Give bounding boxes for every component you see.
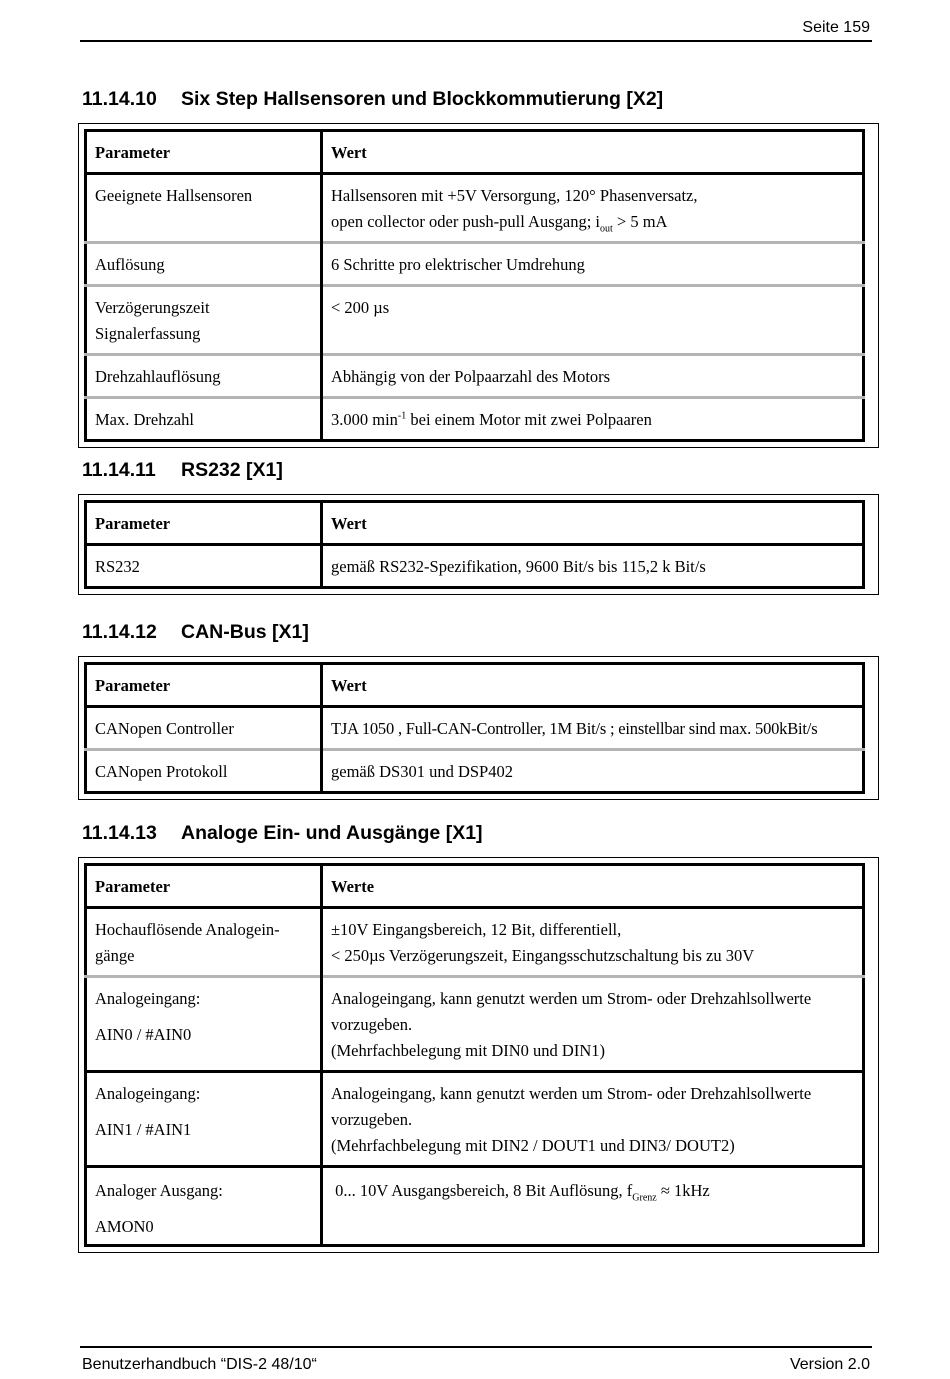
param-line: Hochauflösende Analogein-	[95, 920, 280, 939]
table-canbus-frame	[78, 656, 879, 800]
value-line: ±10V Eingangsbereich, 12 Bit, differentiell,	[331, 920, 622, 939]
table-analog-frame	[78, 857, 879, 1253]
param-cell	[86, 286, 322, 355]
param-cell: Drehzahlauflösung	[86, 355, 322, 398]
section-title-hallsensoren	[82, 88, 663, 111]
subscript: Grenz	[632, 1192, 657, 1204]
param-cell: CANopen Controller	[95, 719, 234, 738]
value-line: vorzugeben.	[331, 1015, 413, 1034]
column-header-parameter: Parameter	[86, 502, 322, 545]
table-hallsensoren	[84, 129, 865, 442]
column-header-wert: Wert	[322, 131, 864, 174]
column-header-wert: Wert	[322, 502, 864, 545]
value-text: 3.000 min	[331, 410, 398, 429]
param-line: AIN1 / #AIN1	[95, 1120, 192, 1139]
section-number: 11.14.12	[82, 621, 157, 643]
column-header-parameter: Parameter	[86, 131, 322, 174]
table-row	[86, 707, 864, 750]
param-cell	[86, 1072, 322, 1167]
page-number: Seite 159	[802, 19, 870, 36]
section-title-text: RS232 [X1]	[181, 459, 283, 481]
value-cell	[322, 398, 864, 441]
value-line: Analogeingang, kann genutzt werden um Strom- oder Drehzahlsollwerte	[331, 1084, 812, 1103]
value-line: (Mehrfachbelegung mit DIN2 / DOUT1 und DIN3/ DOUT2)	[331, 1136, 735, 1155]
value-cell	[322, 1167, 864, 1246]
subscript: out	[600, 223, 613, 235]
value-cell: gemäß RS232-Spezifikation, 9600 Bit/s bis 115,2 k Bit/s	[322, 545, 864, 588]
table-row	[86, 750, 864, 793]
section-number: 11.14.10	[82, 88, 157, 110]
table-header-row	[86, 664, 864, 707]
value-text: ≈ 1kHz	[656, 1181, 710, 1200]
section-title-rs232	[82, 459, 283, 482]
section-title-text: CAN-Bus [X1]	[181, 621, 309, 643]
value-text: 0... 10V Ausgangsbereich, 8 Bit Auflösung, f	[331, 1181, 633, 1200]
value-cell: 6 Schritte pro elektrischer Umdrehung	[322, 243, 864, 286]
param-line: gänge	[95, 946, 135, 965]
param-cell: Auflösung	[86, 243, 322, 286]
param-line: Analogeingang:	[95, 989, 201, 1008]
value-cell: < 200 µs	[322, 286, 864, 355]
param-cell: Geeignete Hallsensoren	[95, 186, 253, 205]
table-row	[86, 398, 864, 441]
column-header-parameter: Parameter	[86, 664, 322, 707]
value-line: < 250µs Verzögerungszeit, Eingangsschutzschaltung bis zu 30V	[331, 946, 755, 965]
param-line: AMON0	[95, 1217, 154, 1236]
param-cell: RS232	[95, 557, 140, 576]
value-cell	[322, 1072, 864, 1167]
param-line: Analoger Ausgang:	[95, 1181, 223, 1200]
table-header-row	[86, 131, 864, 174]
param-cell	[86, 977, 322, 1072]
table-canbus	[84, 662, 865, 794]
param-line: Verzögerungszeit	[95, 298, 210, 317]
value-line: Hallsensoren mit +5V Versorgung, 120° Phasenversatz,	[331, 186, 698, 205]
value-cell	[322, 174, 864, 243]
table-rs232-frame	[78, 494, 879, 595]
table-row	[86, 1072, 864, 1167]
param-cell: Max. Drehzahl	[86, 398, 322, 441]
column-header-parameter: Parameter	[86, 865, 322, 908]
value-line: (Mehrfachbelegung mit DIN0 und DIN1)	[331, 1041, 606, 1060]
value-cell: gemäß DS301 und DSP402	[322, 750, 864, 793]
section-title-canbus	[82, 621, 309, 644]
page-footer	[80, 1346, 872, 1373]
value-cell: TJA 1050 , Full-CAN-Controller, 1M Bit/s ; einstellbar sind max. 500kBit/s	[322, 707, 864, 750]
value-line: Analogeingang, kann genutzt werden um Strom- oder Drehzahlsollwerte	[331, 989, 812, 1008]
section-title-analog	[82, 822, 483, 845]
footer-document-title: Benutzerhandbuch “DIS-2 48/10“	[82, 1356, 317, 1373]
param-line: AIN0 / #AIN0	[95, 1025, 192, 1044]
table-row	[86, 1167, 864, 1246]
value-line: vorzugeben.	[331, 1110, 413, 1129]
section-number: 11.14.13	[82, 822, 157, 844]
table-row	[86, 243, 864, 286]
value-cell: Abhängig von der Polpaarzahl des Motors	[322, 355, 864, 398]
param-line: Analogeingang:	[95, 1084, 201, 1103]
table-row	[86, 545, 864, 588]
value-line	[331, 209, 854, 235]
value-cell	[322, 908, 864, 977]
column-header-werte: Werte	[322, 865, 864, 908]
table-rs232	[84, 500, 865, 589]
table-header-row	[86, 865, 864, 908]
table-row	[86, 355, 864, 398]
param-cell: CANopen Protokoll	[86, 750, 322, 793]
column-header-wert: Wert	[322, 664, 864, 707]
value-text: bei einem Motor mit zwei Polpaaren	[406, 410, 652, 429]
table-analog	[84, 863, 865, 1247]
table-hallsensoren-frame	[78, 123, 879, 448]
table-header-row	[86, 502, 864, 545]
table-row	[86, 174, 864, 243]
value-text: > 5 mA	[612, 212, 668, 231]
footer-version: Version 2.0	[789, 1356, 870, 1373]
page-header	[80, 16, 872, 42]
table-row	[86, 908, 864, 977]
section-title-text: Analoge Ein- und Ausgänge [X1]	[181, 822, 483, 844]
section-title-text: Six Step Hallsensoren und Blockkommutierung [X2]	[181, 88, 664, 110]
value-text: open collector oder push-pull Ausgang; i	[331, 212, 600, 231]
superscript: -1	[397, 410, 407, 422]
table-row	[86, 977, 864, 1072]
value-cell	[322, 977, 864, 1072]
table-row	[86, 286, 864, 355]
param-cell	[86, 1167, 322, 1246]
section-number: 11.14.11	[82, 459, 156, 481]
param-line: Signalerfassung	[95, 324, 201, 343]
param-cell	[86, 908, 322, 977]
